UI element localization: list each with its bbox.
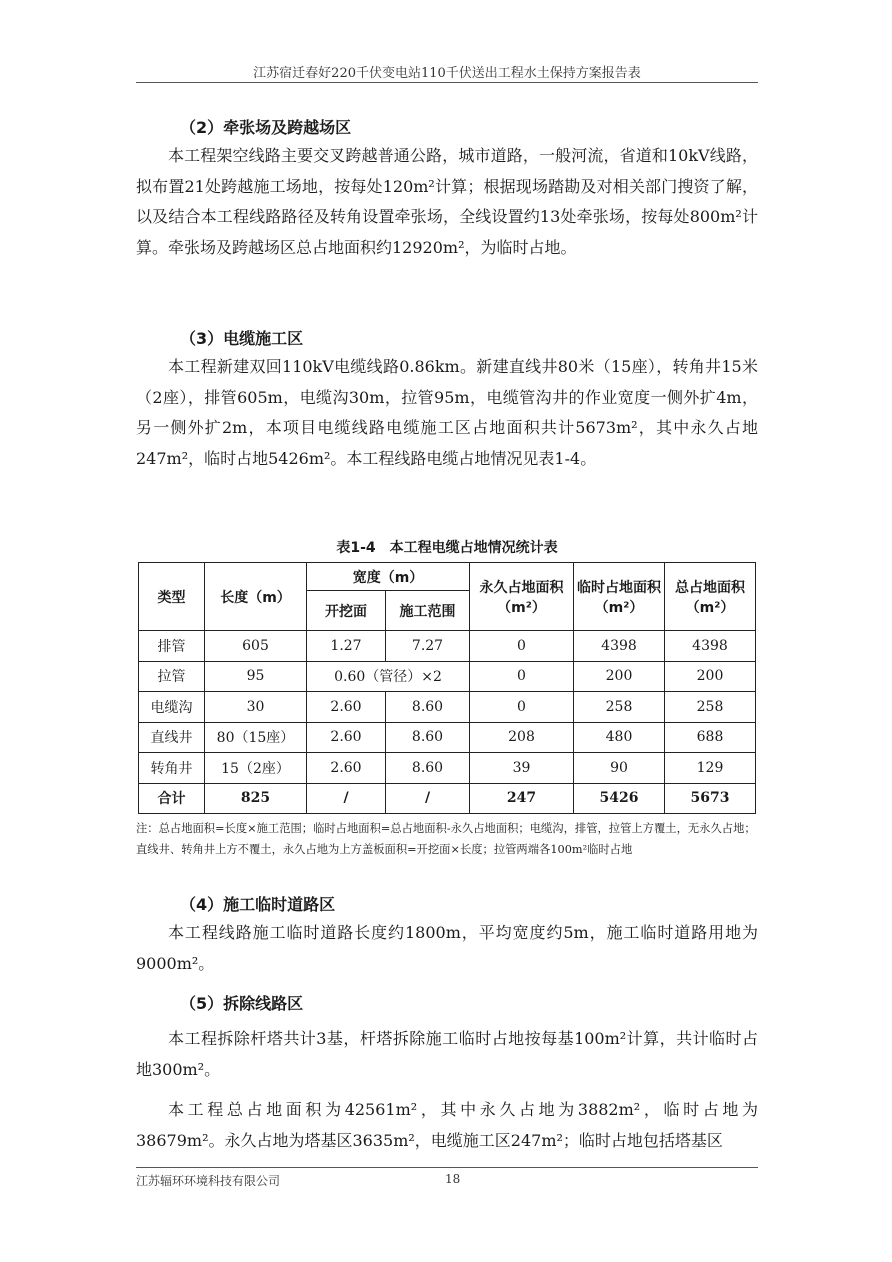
- cell-permanent: 208: [470, 722, 574, 753]
- header-rule: [136, 82, 758, 83]
- cell-type: 转角井: [139, 753, 205, 784]
- cell-temporary: 5426: [574, 783, 665, 814]
- cell-total: 4398: [665, 631, 756, 662]
- table-note: 注：总占地面积=长度×施工范围；临时占地面积=总占地面积-永久占地面积；电缆沟，排管，拉管上方覆土，无永久占地；直线井、转角井上方不覆土，永久占地为上方盖板面积=开挖面×长度；拉管两端各100m²临时占地: [136, 822, 756, 856]
- cell-length: 15（2座）: [205, 753, 307, 784]
- section-heading-4: （4）施工临时道路区: [180, 895, 336, 914]
- cell-length: 825: [205, 783, 307, 814]
- section-paragraph-3: 本工程新建双回110kV电缆线路0.86km。新建直线井80米（15座），转角井15米（2座），排管605m，电缆沟30m，拉管95m，电缆管沟井的作业宽度一侧外扩4m，另一侧外扩2m，本项目电缆线路电缆施工区占地面积共计5673m²，其中永久占地247m²，临时占地5426m²。本工程线路电缆占地情况见表1-4。: [136, 357, 758, 468]
- page-number: 18: [445, 1172, 461, 1186]
- section-paragraph-4: 本工程线路施工临时道路长度约1800m，平均宽度约5m，施工临时道路用地为9000m²。: [136, 923, 758, 973]
- cell-type: 拉管: [139, 661, 205, 692]
- header-temporary: 临时占地面积（m²）: [574, 563, 665, 631]
- footer-company: 江苏辐环环境科技有限公司: [136, 1174, 281, 1188]
- header-length: 长度（m）: [205, 563, 307, 631]
- table-row: [139, 692, 756, 723]
- cell-open-cut: 2.60: [307, 753, 386, 784]
- cell-range: 7.27: [386, 631, 470, 662]
- cell-type: 电缆沟: [139, 692, 205, 723]
- cell-open-cut: 2.60: [307, 692, 386, 723]
- page-header: 江苏宿迁春好220千伏变电站110千伏送出工程水土保持方案报告表: [253, 66, 641, 81]
- cell-temporary: 90: [574, 753, 665, 784]
- cell-permanent: 0: [470, 661, 574, 692]
- cell-total: 129: [665, 753, 756, 784]
- header-width: 宽度（m）: [307, 563, 470, 591]
- cell-range: 8.60: [386, 692, 470, 723]
- cell-type: 直线井: [139, 722, 205, 753]
- section-heading-2: （2）牵张场及跨越场区: [180, 118, 352, 137]
- cell-length: 30: [205, 692, 307, 723]
- section-paragraph-2: 本工程架空线路主要交叉跨越普通公路，城市道路，一般河流，省道和10kV线路，拟布置21处跨越施工场地，按每处120m²计算；根据现场踏勘及对相关部门搜资了解，以及结合本工程线路路径及转角设置牵张场，全线设置约13处牵张场，按每处800m²计算。牵张场及跨越场区总占地面积约12920m²，为临时占地。: [136, 146, 758, 257]
- table-row: [139, 753, 756, 784]
- header-open-cut: 开挖面: [307, 591, 386, 631]
- table-caption: 表1-4 本工程电缆占地情况统计表: [336, 540, 558, 556]
- cell-open-cut: 2.60: [307, 722, 386, 753]
- cell-range: 8.60: [386, 753, 470, 784]
- cell-width-merged: 0.60（管径）×2: [307, 661, 470, 692]
- cell-temporary: 480: [574, 722, 665, 753]
- cell-length: 605: [205, 631, 307, 662]
- header-construction-range: 施工范围: [386, 591, 470, 631]
- header-type: 类型: [139, 563, 205, 631]
- cell-open-cut: /: [307, 783, 386, 814]
- cell-total: 200: [665, 661, 756, 692]
- cell-temporary: 258: [574, 692, 665, 723]
- header-total: 总占地面积（m²）: [665, 563, 756, 631]
- cell-open-cut: 1.27: [307, 631, 386, 662]
- table-row: [139, 661, 756, 692]
- cell-temporary: 4398: [574, 631, 665, 662]
- cell-range: 8.60: [386, 722, 470, 753]
- footer-rule: [136, 1167, 758, 1168]
- section-heading-3: （3）电缆施工区: [180, 329, 304, 348]
- cell-total: 5673: [665, 783, 756, 814]
- cell-total: 688: [665, 722, 756, 753]
- table-total-row: [139, 783, 756, 814]
- section-heading-5: （5）拆除线路区: [180, 994, 304, 1013]
- section-paragraph-5b: 本工程总占地面积为42561m²，其中永久占地为3882m²，临时占地为38679m²。永久占地为塔基区3635m²，电缆施工区247m²；临时占地包括塔基区: [136, 1100, 758, 1150]
- cell-type: 排管: [139, 631, 205, 662]
- cell-permanent: 0: [470, 631, 574, 662]
- table-row: [139, 722, 756, 753]
- cell-type: 合计: [139, 783, 205, 814]
- section-paragraph-5a: 本工程拆除杆塔共计3基，杆塔拆除施工临时占地按每基100m²计算，共计临时占地300m²。: [136, 1029, 758, 1079]
- cell-permanent: 247: [470, 783, 574, 814]
- cell-range: /: [386, 783, 470, 814]
- cell-total: 258: [665, 692, 756, 723]
- header-permanent: 永久占地面积（m²）: [470, 563, 574, 631]
- cell-permanent: 0: [470, 692, 574, 723]
- cell-length: 95: [205, 661, 307, 692]
- table-row: [139, 631, 756, 662]
- cell-permanent: 39: [470, 753, 574, 784]
- cable-land-table: [138, 562, 756, 814]
- cell-temporary: 200: [574, 661, 665, 692]
- cell-length: 80（15座）: [205, 722, 307, 753]
